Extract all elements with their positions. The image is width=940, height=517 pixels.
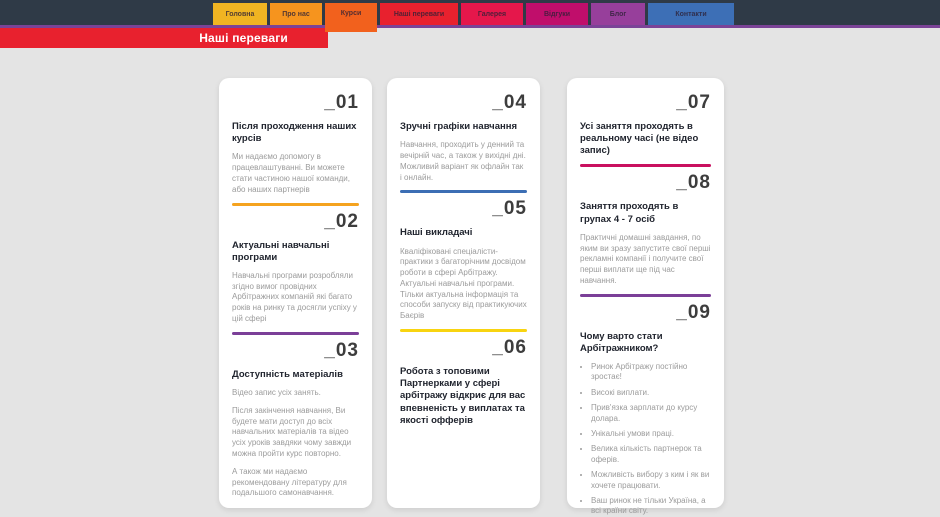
section-title: Зручні графіки навчання	[400, 121, 517, 132]
tab-kursy[interactable]: Курси	[325, 3, 377, 32]
section-number: _02	[324, 210, 359, 232]
advantages-bullet-list	[580, 362, 711, 517]
bullet-item: • Велика кількість партнерок та оферів.	[591, 444, 711, 465]
section-number: _06	[492, 337, 527, 359]
bullet-item: • Прив'язка зарплати до курсу долара.	[591, 403, 711, 424]
section-title: Після проходження наших курсів	[232, 121, 357, 145]
advantages-card-1	[219, 78, 372, 508]
bullet-item: • Ринок Арбітражу постійно зростає!	[591, 362, 711, 383]
section-title: Усі заняття проходять в реальному часі (не відео запис)	[580, 121, 699, 157]
tab-bloh[interactable]: Блог	[591, 3, 645, 25]
tab-nashi-perevahy[interactable]: Наші переваги	[380, 3, 458, 25]
section-number: _08	[676, 172, 711, 194]
section-number: _01	[324, 92, 359, 113]
advantages-card-2	[387, 78, 540, 508]
section-number: _03	[324, 339, 359, 361]
section-text: Ми надаємо допомогу в працевлаштуванні. Ви можете стати частиною нашої команди, або наших партнерів	[232, 152, 350, 194]
section-divider	[232, 203, 359, 206]
section-title: Робота з топовими Партнерками у сфері арбітражу відкриє для вас впевненість у виплатах та якості офферів	[400, 366, 526, 426]
bullet-item: • Можливість вибору з ким і як ви хочете працювати.	[591, 470, 711, 491]
section-text: Після закінчення навчання, Ви будете мати доступ до всіх навчальних матеріалів та відео усіх уроків завдяки чому завжди можна пройти курс повторно.	[232, 405, 352, 458]
section-number: _07	[676, 92, 711, 113]
tab-halereia[interactable]: Галерея	[461, 3, 523, 25]
section-text: Кваліфіковані спеціалісти-практики з багаторічним досвідом роботи в сфері Арбітражу. Актуальні навчальні програми. Тільки актуальна інформація та способи запуску від практикуючих Баєрів	[400, 246, 527, 321]
bullet-item: • Ваш ринок не тільки Україна, а всі країни світу.	[591, 496, 711, 517]
section-text: Навчальні програми розробляли згідно вимог провідних Арбітражних компаній які багато років на ринку та досягли успіху у цій сфері	[232, 270, 357, 323]
section-divider	[400, 190, 527, 193]
tab-vidhuky[interactable]: Відгуки	[526, 3, 588, 25]
section-divider	[232, 332, 359, 335]
bullet-item: • Високі виплати.	[591, 388, 711, 398]
main-nav	[213, 3, 734, 32]
section-text: Навчання, проходить у денний та вечірній час, а також у вихідні дні. Можливий варіант як офлайн так і онлайн.	[400, 140, 526, 182]
section-title: Доступність матеріалів	[232, 368, 343, 380]
section-text: А також ми надаємо рекомендовану літературу для подальшого самонавчання.	[232, 466, 347, 498]
section-number: _09	[676, 301, 711, 323]
tab-kontakty[interactable]: Контакти	[648, 3, 734, 25]
section-number: _05	[492, 198, 527, 220]
section-title: Актуальні навчальні програми	[232, 239, 330, 263]
tab-holovna[interactable]: Головна	[213, 3, 267, 25]
page-title-badge: Наші переваги	[0, 28, 328, 48]
tab-pro-nas[interactable]: Про нас	[270, 3, 322, 25]
section-title: Чому варто стати Арбітражником?	[580, 330, 663, 354]
section-text: Відео запис усіх занять.	[232, 387, 321, 397]
section-title: Наші викладачі	[400, 227, 473, 239]
bullet-item: • Унікальні умови праці.	[591, 429, 711, 439]
advantages-card-3	[567, 78, 724, 516]
section-divider	[580, 294, 711, 297]
section-divider	[400, 329, 527, 332]
section-title: Заняття проходять в групах 4 - 7 осіб	[580, 201, 679, 225]
section-divider	[580, 164, 711, 167]
section-text: Практичні домашні завдання, по яким ви зразу запустите свої перші рекламні компанії і получите свої перші виплати ще під час навчання.	[580, 232, 711, 285]
section-number: _04	[492, 92, 527, 113]
